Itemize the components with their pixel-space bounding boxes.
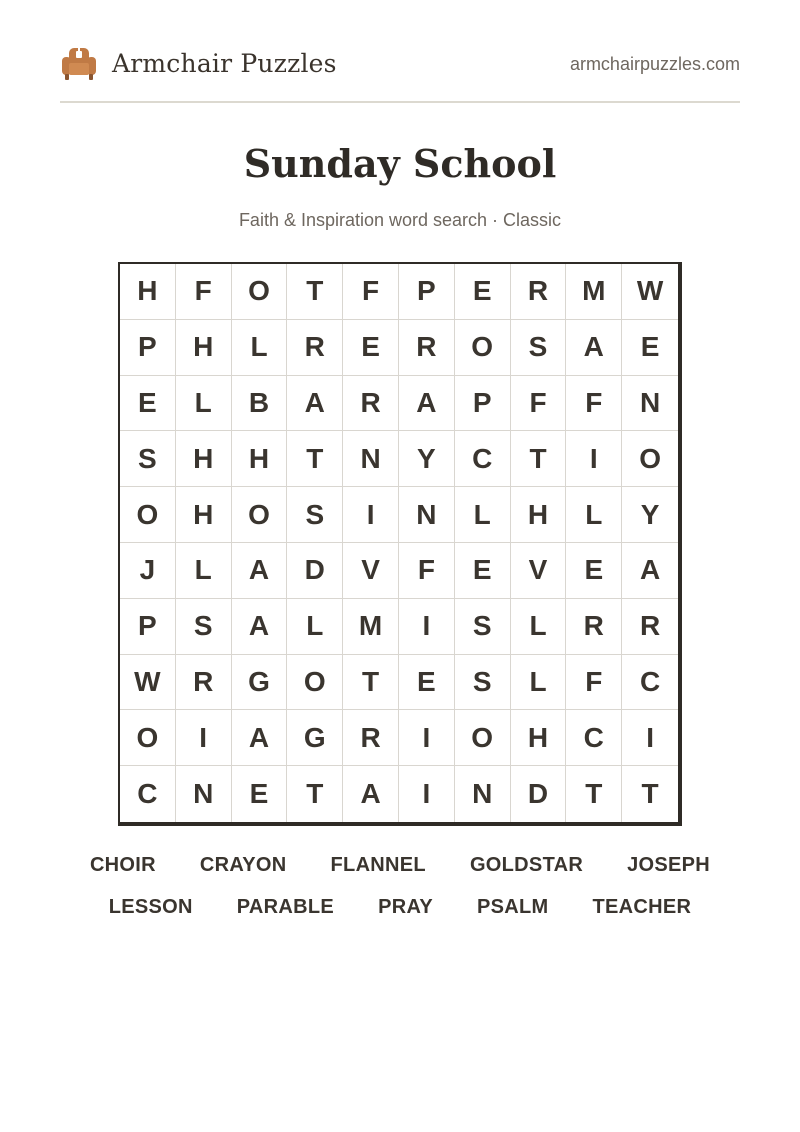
grid-cell[interactable]: Y [622, 487, 678, 543]
grid-cell[interactable]: L [287, 599, 343, 655]
grid-cell[interactable]: N [622, 376, 678, 432]
grid-cell[interactable]: I [622, 710, 678, 766]
word-search-grid[interactable] [118, 262, 682, 826]
grid-cell[interactable]: O [455, 710, 511, 766]
grid-cell[interactable]: P [399, 264, 455, 320]
word-list-item: GOLDSTAR [469, 854, 584, 876]
grid-cell[interactable]: L [232, 320, 288, 376]
grid-cell[interactable]: F [399, 543, 455, 599]
grid-cell[interactable]: E [232, 766, 288, 822]
grid-cell[interactable]: A [399, 376, 455, 432]
grid-cell[interactable]: R [622, 599, 678, 655]
grid-cell[interactable]: R [511, 264, 567, 320]
word-list-item: CHOIR [89, 854, 156, 876]
brand-name: Armchair Puzzles [112, 49, 337, 78]
grid-cell[interactable]: O [120, 487, 176, 543]
word-list [60, 852, 740, 920]
site-url-link[interactable]: armchairpuzzles.com [569, 54, 740, 74]
grid-cell[interactable]: E [566, 543, 622, 599]
grid-cell[interactable]: P [120, 320, 176, 376]
word-list-item: TEACHER [592, 896, 692, 918]
grid-cell[interactable]: I [176, 710, 232, 766]
brand[interactable] [60, 44, 337, 84]
grid-cell[interactable]: H [511, 710, 567, 766]
grid-cell[interactable]: S [455, 599, 511, 655]
grid-cell[interactable]: F [343, 264, 399, 320]
word-list-item: PRAY [378, 896, 433, 918]
grid-cell[interactable]: I [343, 487, 399, 543]
grid-cell[interactable]: I [566, 431, 622, 487]
grid-cell[interactable]: E [120, 376, 176, 432]
grid-cell[interactable]: W [120, 655, 176, 711]
grid-cell[interactable]: O [232, 264, 288, 320]
grid-cell[interactable]: S [120, 431, 176, 487]
word-list-item: LESSON [108, 896, 193, 918]
grid-cell[interactable]: R [343, 710, 399, 766]
grid-cell[interactable]: L [511, 599, 567, 655]
grid-cell[interactable]: O [232, 487, 288, 543]
grid-cell[interactable]: L [566, 487, 622, 543]
grid-cell[interactable]: E [399, 655, 455, 711]
grid-cell[interactable]: T [511, 431, 567, 487]
grid-cell[interactable]: N [343, 431, 399, 487]
grid-cell[interactable]: M [566, 264, 622, 320]
grid-cell[interactable]: V [343, 543, 399, 599]
word-list-item: CRAYON [199, 854, 287, 876]
grid-cell[interactable]: A [343, 766, 399, 822]
grid-cell[interactable]: H [120, 264, 176, 320]
grid-cell[interactable]: I [399, 710, 455, 766]
grid-cell[interactable]: V [511, 543, 567, 599]
armchair-icon [60, 45, 98, 83]
puzzle-title: Sunday School [243, 141, 557, 186]
grid-cell[interactable]: E [455, 543, 511, 599]
grid-cell[interactable]: C [566, 710, 622, 766]
grid-cell[interactable]: R [287, 320, 343, 376]
grid-cell[interactable]: I [399, 599, 455, 655]
grid-cell[interactable]: F [566, 655, 622, 711]
grid-cell[interactable]: T [287, 264, 343, 320]
grid-cell[interactable]: N [399, 487, 455, 543]
grid-cell[interactable]: S [511, 320, 567, 376]
grid-cell[interactable]: T [287, 431, 343, 487]
grid-cell[interactable]: E [343, 320, 399, 376]
grid-cell[interactable]: L [511, 655, 567, 711]
grid-cell[interactable]: R [343, 376, 399, 432]
grid-cell[interactable]: S [176, 599, 232, 655]
grid-cell[interactable]: O [287, 655, 343, 711]
grid-cell[interactable]: M [343, 599, 399, 655]
grid-cell[interactable]: A [287, 376, 343, 432]
grid-cell[interactable]: A [566, 320, 622, 376]
puzzle-subtitle: Faith & Inspiration word search · Classic [238, 210, 562, 230]
grid-cell[interactable]: E [622, 320, 678, 376]
grid-cell[interactable]: G [287, 710, 343, 766]
grid-cell[interactable]: R [566, 599, 622, 655]
grid-cell[interactable]: I [399, 766, 455, 822]
grid-cell[interactable]: N [176, 766, 232, 822]
grid-cell[interactable]: D [511, 766, 567, 822]
word-list-item: PSALM [477, 896, 549, 918]
grid-cell[interactable]: S [455, 655, 511, 711]
grid-cell[interactable]: H [511, 487, 567, 543]
grid-cell[interactable]: N [455, 766, 511, 822]
grid-cell[interactable]: T [566, 766, 622, 822]
grid-cell[interactable]: A [232, 543, 288, 599]
grid-cell[interactable]: H [176, 431, 232, 487]
grid-cell[interactable]: F [511, 376, 567, 432]
grid-cell[interactable]: B [232, 376, 288, 432]
grid-cell[interactable]: A [232, 710, 288, 766]
grid-cell[interactable]: R [399, 320, 455, 376]
grid-cell[interactable]: H [176, 487, 232, 543]
grid-cell[interactable]: G [232, 655, 288, 711]
header-divider [60, 101, 740, 103]
grid-cell[interactable]: H [176, 320, 232, 376]
grid-cell[interactable]: A [622, 543, 678, 599]
grid-cell[interactable]: C [120, 766, 176, 822]
grid-cell[interactable]: T [343, 655, 399, 711]
grid-cell[interactable]: D [287, 543, 343, 599]
grid-cell[interactable]: C [455, 431, 511, 487]
word-list-item: PARABLE [236, 896, 335, 918]
grid-cell[interactable]: R [176, 655, 232, 711]
site-header [60, 44, 740, 84]
grid-cell[interactable]: F [176, 264, 232, 320]
grid-cell[interactable]: T [641, 778, 659, 810]
grid-cell[interactable]: P [120, 599, 176, 655]
grid-cell[interactable]: O [455, 320, 511, 376]
grid-cell[interactable]: F [566, 376, 622, 432]
grid-cell[interactable]: P [455, 376, 511, 432]
grid-cell[interactable]: L [455, 487, 511, 543]
grid-cell[interactable]: S [287, 487, 343, 543]
grid-cell[interactable]: L [176, 543, 232, 599]
grid-cell[interactable]: A [232, 599, 288, 655]
grid-cell[interactable]: J [120, 543, 176, 599]
word-list-item: FLANNEL [330, 854, 426, 876]
grid-cell[interactable]: O [120, 710, 176, 766]
grid-cell[interactable]: O [622, 431, 678, 487]
grid-cell[interactable]: C [622, 655, 678, 711]
grid-cell[interactable]: T [287, 766, 343, 822]
word-list-item: JOSEPH [627, 854, 711, 876]
grid-cell[interactable]: L [176, 376, 232, 432]
grid-cell[interactable]: E [455, 264, 511, 320]
grid-cell[interactable]: H [232, 431, 288, 487]
grid-cell[interactable]: Y [399, 431, 455, 487]
grid-cell[interactable]: W [622, 264, 678, 320]
